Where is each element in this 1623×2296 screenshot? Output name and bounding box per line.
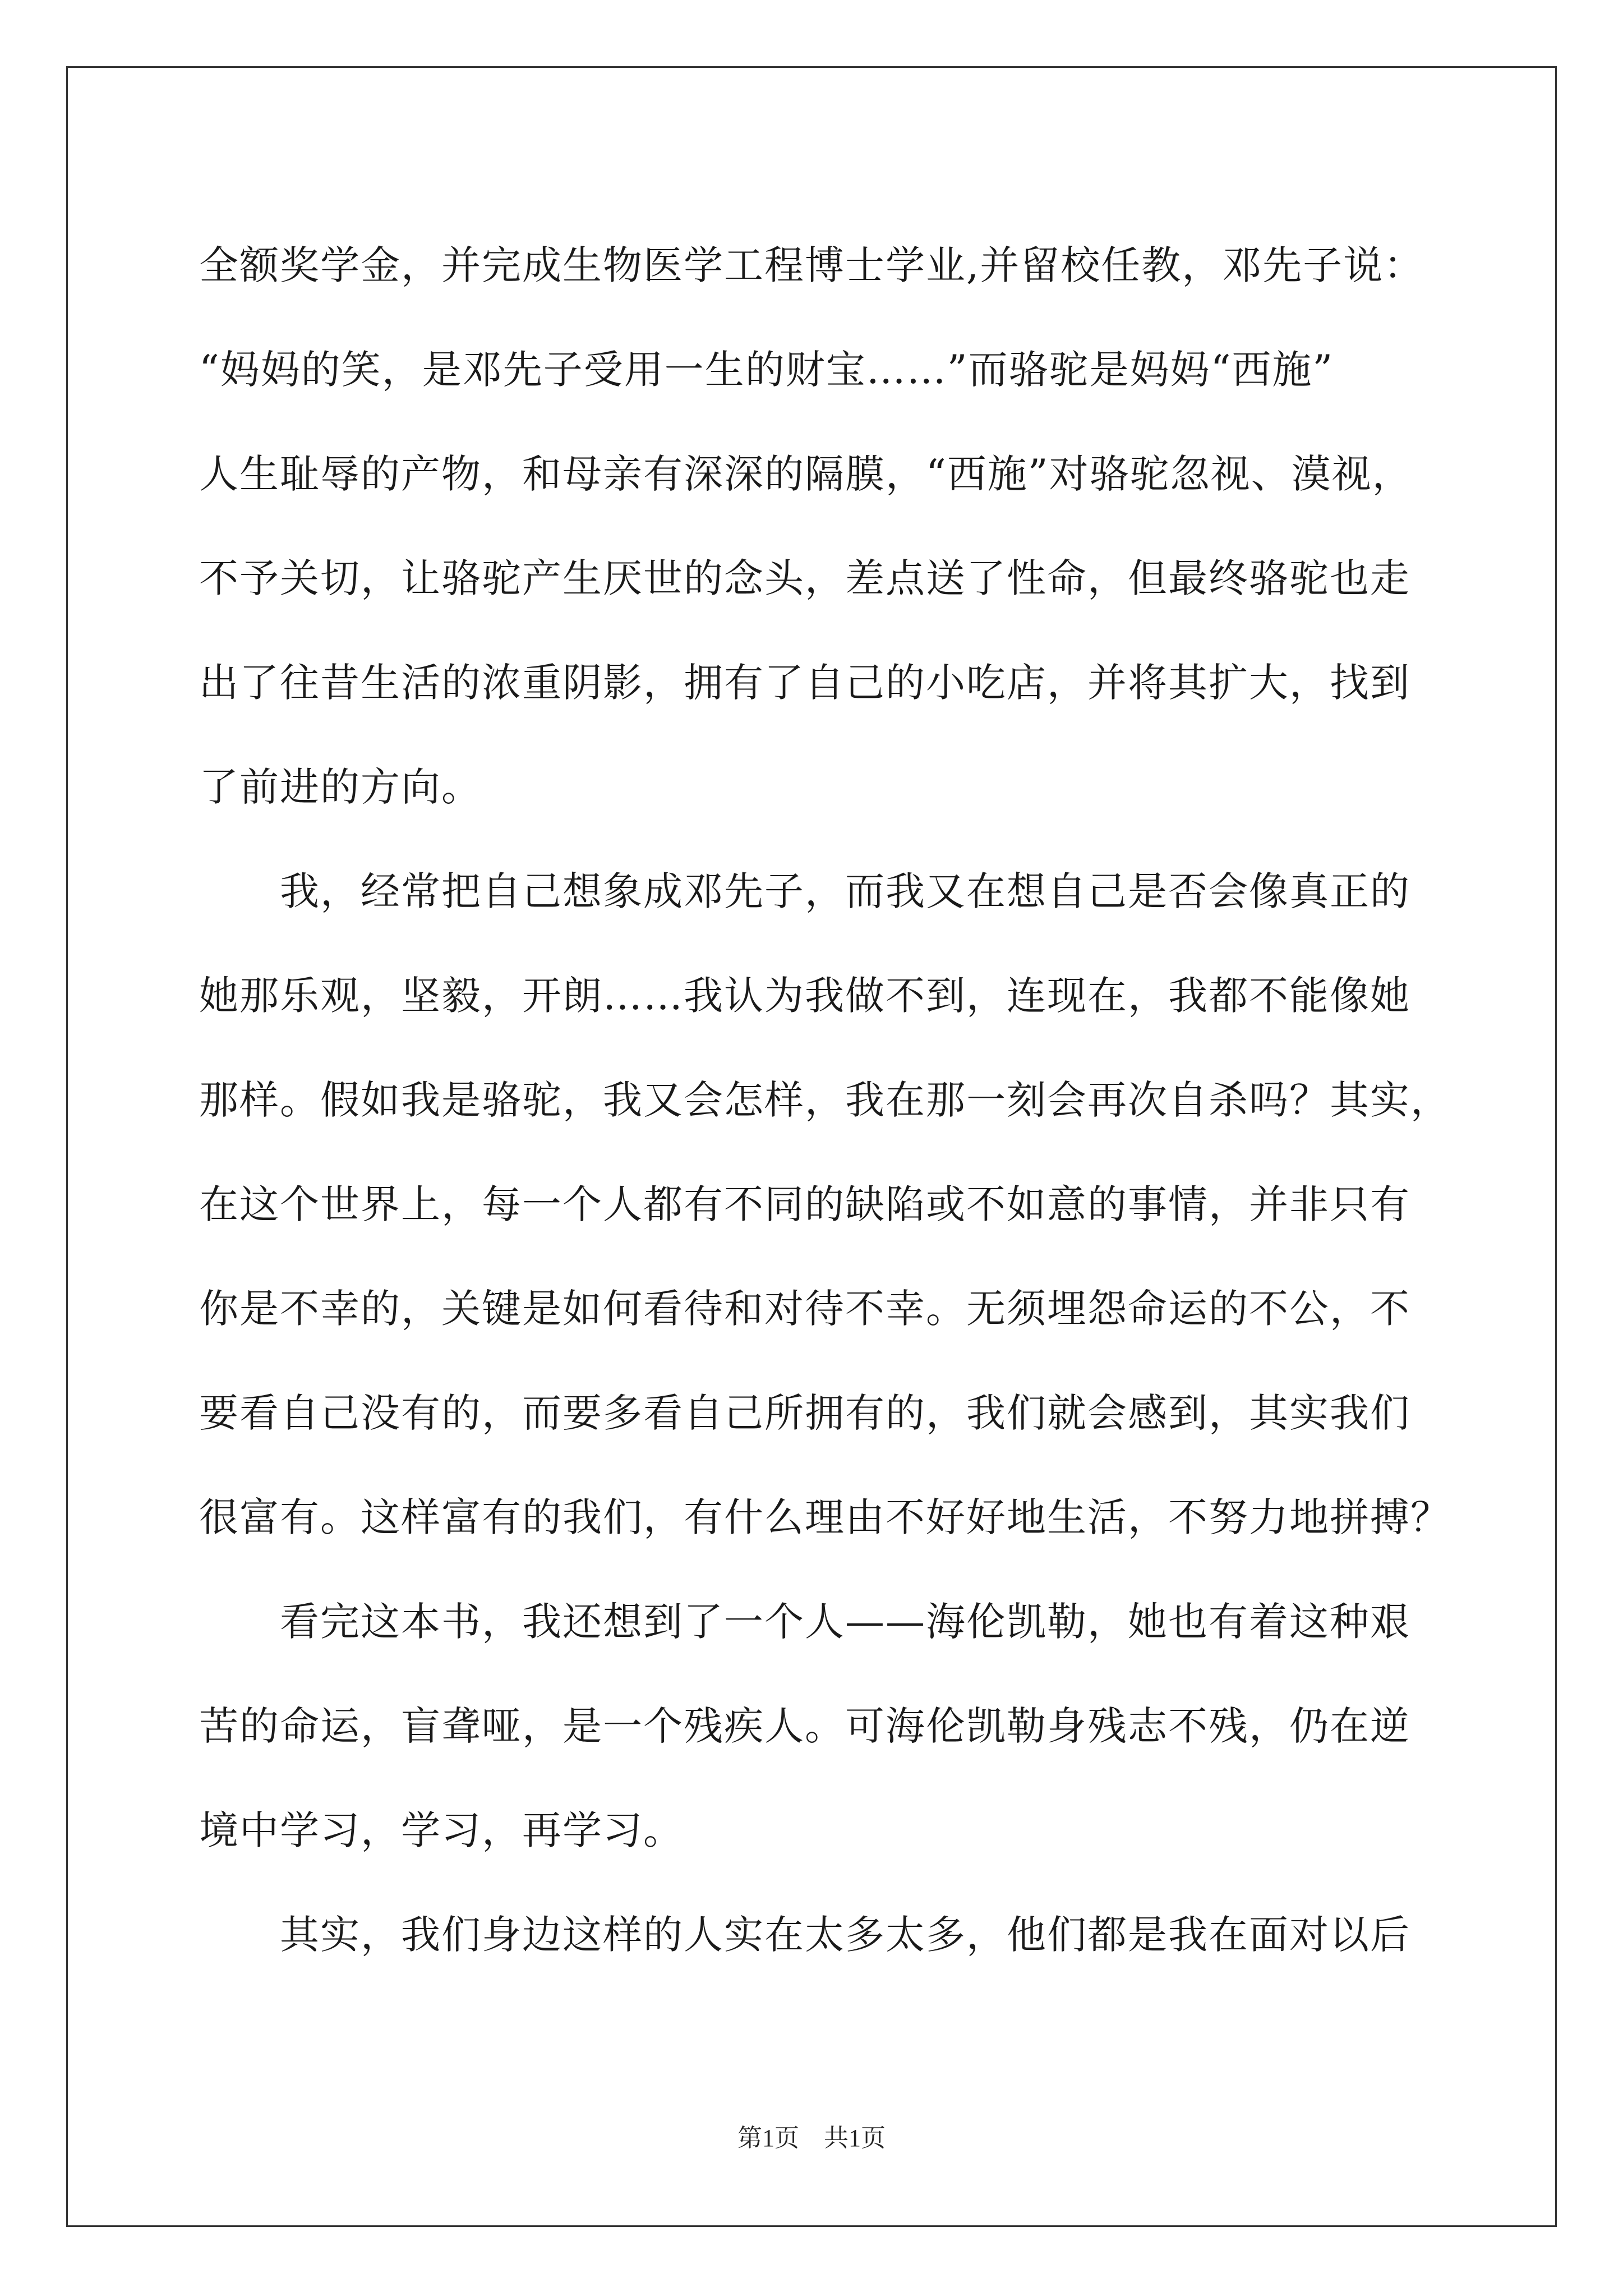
text-line: 了前进的方向。 bbox=[199, 764, 482, 810]
text-line: 很富有。这样富有的我们，有什么理由不好好地生活，不努力地拼搏？ bbox=[199, 1494, 1451, 1540]
text-line: 你是不幸的，关键是如何看待和对待不幸。无须埋怨命运的不公，不 bbox=[199, 1286, 1410, 1332]
text-line: 要看自己没有的，而要多看自己所拥有的，我们就会感到，其实我们 bbox=[199, 1390, 1410, 1436]
text-line: 境中学习，学习，再学习。 bbox=[199, 1807, 684, 1853]
text-line: 不予关切，让骆驼产生厌世的念头，差点送了性命，但最终骆驼也走 bbox=[199, 555, 1410, 601]
page-number-footer: 第1页 共1页 bbox=[737, 2124, 886, 2152]
text-line: 那样。假如我是骆驼，我又会怎样，我在那一刻会再次自杀吗？其实， bbox=[199, 1077, 1451, 1123]
text-line: 全额奖学金，并完成生物医学工程博士学业,并留校任教，邓先子说： bbox=[199, 242, 1424, 288]
text-line: 我，经常把自己想象成邓先子，而我又在想自己是否会像真正的 bbox=[199, 868, 1410, 914]
text-line: 其实，我们身边这样的人实在太多太多，他们都是我在面对以后 bbox=[199, 1912, 1410, 1958]
text-line: 人生耻辱的产物，和母亲有深深的隔膜，“西施”对骆驼忽视、漠视， bbox=[199, 451, 1413, 497]
text-line: 她那乐观，坚毅，开朗……我认为我做不到，连现在，我都不能像她 bbox=[199, 973, 1410, 1019]
text-line: 看完这本书，我还想到了一个人——海伦凯勒，她也有着这种艰 bbox=[199, 1599, 1410, 1645]
text-line: 在这个世界上，每一个人都有不同的缺陷或不如意的事情，并非只有 bbox=[199, 1181, 1410, 1227]
text-line: 出了往昔生活的浓重阴影，拥有了自己的小吃店，并将其扩大，找到 bbox=[199, 660, 1410, 706]
text-line: “妈妈的笑，是邓先子受用一生的财宝……”而骆驼是妈妈“西施” bbox=[199, 347, 1334, 393]
text-line: 苦的命运，盲聋哑，是一个残疾人。可海伦凯勒身残志不残，仍在逆 bbox=[199, 1703, 1410, 1749]
